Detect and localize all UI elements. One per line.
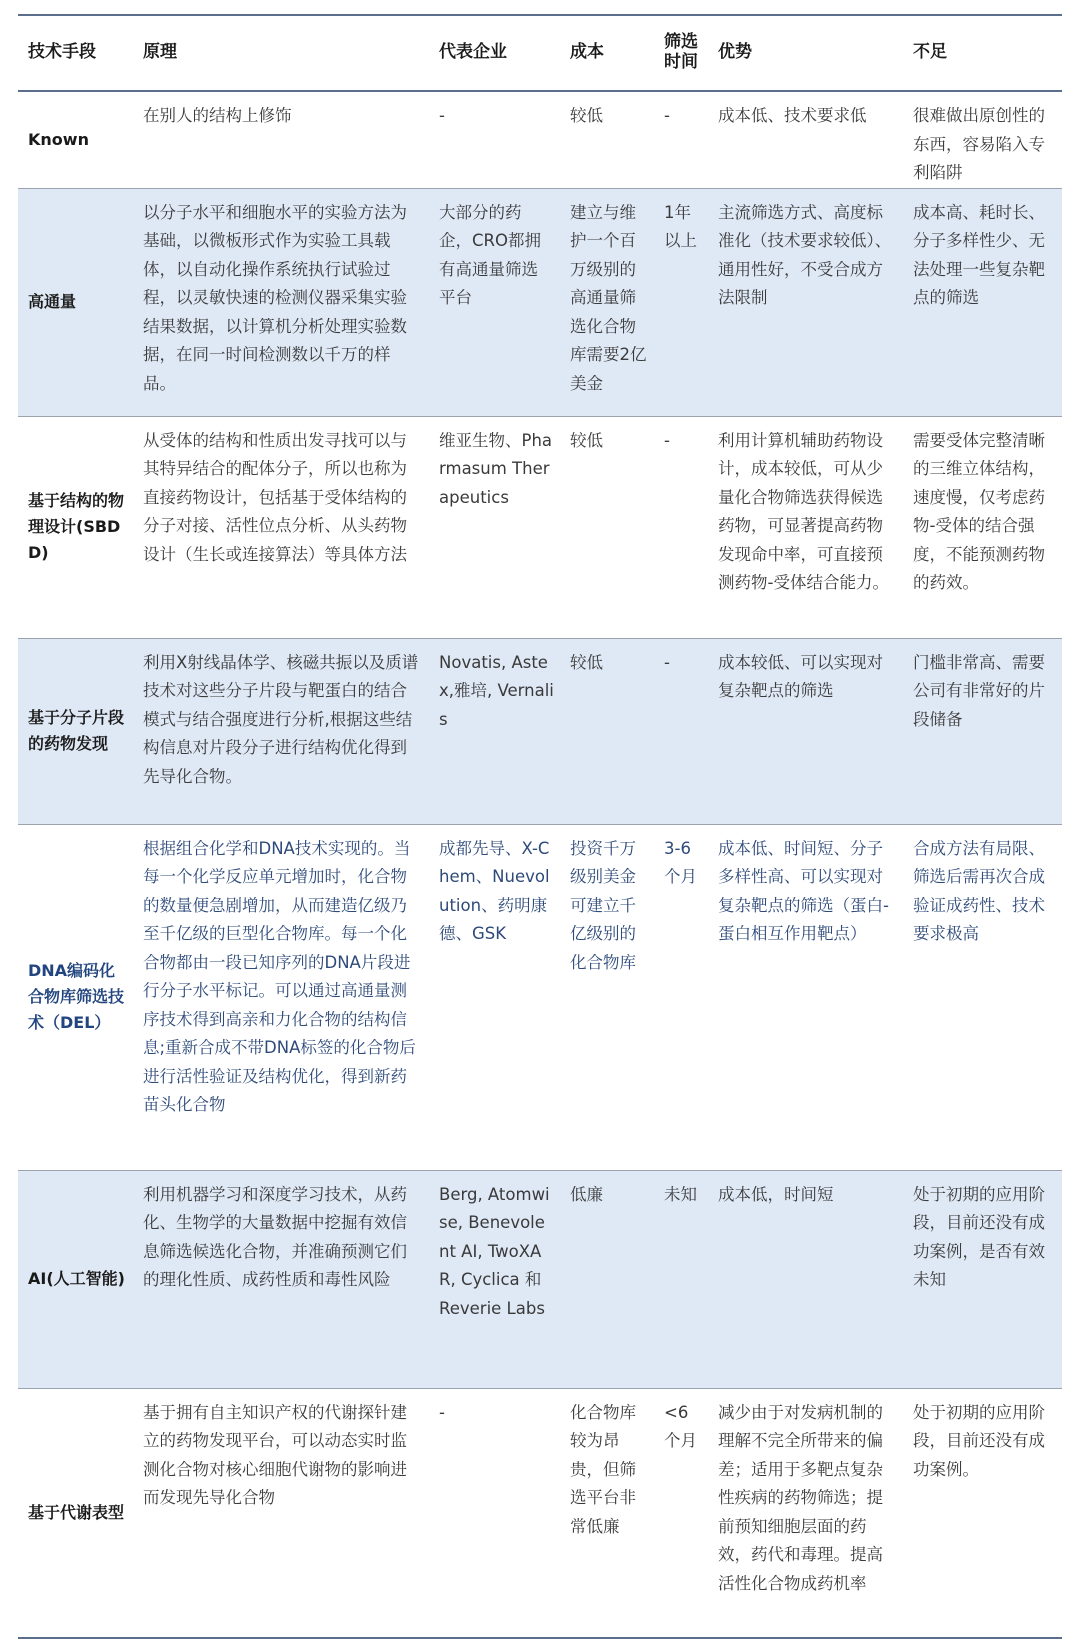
row-disadvantages: 处于初期的应用阶段，目前还没有成功案例，是否有效未知: [913, 1184, 1045, 1289]
row-disadvantages: 成本高、耗时长、分子多样性少、无法处理一些复杂靶点的筛选: [913, 202, 1045, 307]
table-row: [18, 91, 1062, 188]
row-tech: DNA编码化合物库筛选技术（DEL）: [28, 961, 125, 1032]
row-cost: 建立与维护一个百万级别的高通量筛选化合物库需要2亿美金: [570, 202, 647, 393]
header-row: [18, 15, 1062, 91]
header-companies: 代表企业: [439, 42, 507, 63]
table-row: [18, 416, 1062, 638]
header-time: 筛选时间: [664, 32, 698, 72]
header-cost: 成本: [570, 42, 604, 63]
row-companies: -: [439, 106, 445, 125]
row-companies: 成都先导、X-Chem、Nuevolution、药明康德、GSK: [439, 838, 550, 943]
row-tech: AI(人工智能): [28, 1269, 125, 1288]
row-disadvantages: 合成方法有局限、筛选后需再次合成验证成药性、技术要求极高: [913, 838, 1045, 943]
row-cost: 低廉: [570, 1184, 603, 1204]
row-time: -: [664, 430, 670, 450]
row-advantages: 成本低，时间短: [718, 1184, 834, 1204]
row-time: <6个月: [664, 1402, 697, 1450]
table-row: [18, 824, 1062, 1170]
row-disadvantages: 需要受体完整清晰的三维立体结构，速度慢，仅考虑药物-受体的结合强度，不能预测药物的药效。: [913, 430, 1045, 592]
row-companies: 维亚生物、Pharmasum Therapeutics: [439, 430, 553, 507]
row-companies: Novatis, Astex,雅培, Vernalis: [439, 652, 554, 729]
row-time: -: [664, 652, 670, 672]
row-principle: 基于拥有自主知识产权的代谢探针建立的药物发现平台，可以动态实时监测化合物对核心细胞代谢物的影响进而发现先导化合物: [143, 1402, 407, 1507]
row-advantages: 主流筛选方式、高度标准化（技术要求较低）、通用性好，不受合成方法限制: [718, 202, 892, 307]
row-cost: 较低: [570, 430, 603, 450]
row-disadvantages: 门槛非常高、需要公司有非常好的片段储备: [913, 652, 1045, 729]
row-cost: 投资千万级别美金可建立千亿级别的化合物库: [570, 838, 636, 972]
header-tech: 技术手段: [28, 42, 96, 63]
row-advantages: 成本低、技术要求低: [718, 106, 867, 125]
row-tech: 基于分子片段的药物发现: [28, 708, 125, 753]
row-disadvantages: 处于初期的应用阶段，目前还没有成功案例。: [913, 1402, 1045, 1479]
row-advantages: 成本较低、可以实现对复杂靶点的筛选: [718, 652, 883, 700]
row-principle: 根据组合化学和DNA技术实现的。当每一个化学反应单元增加时，化合物的数量便急剧增加，从而建造亿级乃至千亿级的巨型化合物库。每一个化合物都由一段已知序列的DNA片段进行分子水平标记。可以通过高通量测序技术得到高亲和力化合物的结构信息;重新合成不带DNA标签的化合物后进行活性验证及结构优化，得到新药苗头化合物: [143, 838, 416, 1114]
table-row: [18, 1388, 1062, 1638]
row-companies: Berg, Atomwise, Benevolent AI, TwoXAR, Cyclica 和 Reverie Labs: [439, 1184, 550, 1318]
row-time: -: [664, 106, 670, 125]
row-principle: 以分子水平和细胞水平的实验方法为基础，以微板形式作为实验工具载体，以自动化操作系统执行试验过程，以灵敏快速的检测仪器采集实验结果数据，以计算机分析处理实验数据，在同一时间检测数以千万的样品。: [143, 202, 407, 393]
row-companies: 大部分的药企，CRO都拥有高通量筛选平台: [439, 202, 541, 307]
row-cost: 较低: [570, 106, 603, 125]
table-row: [18, 1170, 1062, 1388]
row-principle: 利用X射线晶体学、核磁共振以及质谱技术对这些分子片段与靶蛋白的结合模式与结合强度进行分析,根据这些结构信息对片段分子进行结构优化得到先导化合物。: [143, 652, 419, 786]
table-row: [18, 188, 1062, 416]
row-cost: 化合物库较为昂贵，但筛选平台非常低廉: [570, 1402, 636, 1536]
row-principle: 从受体的结构和性质出发寻找可以与其特异结合的配体分子，所以也称为直接药物设计，包括基于受体结构的分子对接、活性位点分析、从头药物设计（生长或连接算法）等具体方法: [143, 430, 407, 564]
header-disadvantages: 不足: [913, 42, 947, 63]
row-tech: Known: [28, 129, 89, 149]
drug-discovery-comparison-table: [18, 14, 1062, 1639]
row-cost: 较低: [570, 652, 603, 672]
row-tech: 基于代谢表型: [28, 1502, 125, 1522]
row-advantages: 减少由于对发病机制的理解不完全所带来的偏差；适用于多靶点复杂性疾病的药物筛选；提前预知细胞层面的药效，药代和毒理。提高活性化合物成药机率: [718, 1402, 883, 1593]
row-time: 3-6个月: [664, 838, 697, 886]
row-principle: 在别人的结构上修饰: [143, 106, 292, 125]
table-row: [18, 638, 1062, 824]
row-time: 1年以上: [664, 202, 697, 250]
row-tech: 基于结构的物理设计(SBDD): [28, 491, 125, 562]
row-tech: 高通量: [28, 292, 77, 311]
header-advantages: 优势: [718, 42, 752, 63]
row-time: 未知: [664, 1184, 697, 1204]
row-advantages: 成本低、时间短、分子多样性高、可以实现对复杂靶点的筛选（蛋白-蛋白相互作用靶点）: [718, 838, 889, 943]
row-companies: -: [439, 1402, 445, 1422]
row-disadvantages: 很难做出原创性的东西，容易陷入专利陷阱: [913, 106, 1045, 182]
row-principle: 利用机器学习和深度学习技术，从药化、生物学的大量数据中挖掘有效信息筛选候选化合物，并准确预测它们的理化性质、成药性质和毒性风险: [143, 1184, 407, 1289]
header-principle: 原理: [143, 42, 177, 63]
row-advantages: 利用计算机辅助药物设计，成本较低，可从少量化合物筛选获得候选药物，可显著提高药物发现命中率，可直接预测药物-受体结合能力。: [718, 430, 889, 592]
